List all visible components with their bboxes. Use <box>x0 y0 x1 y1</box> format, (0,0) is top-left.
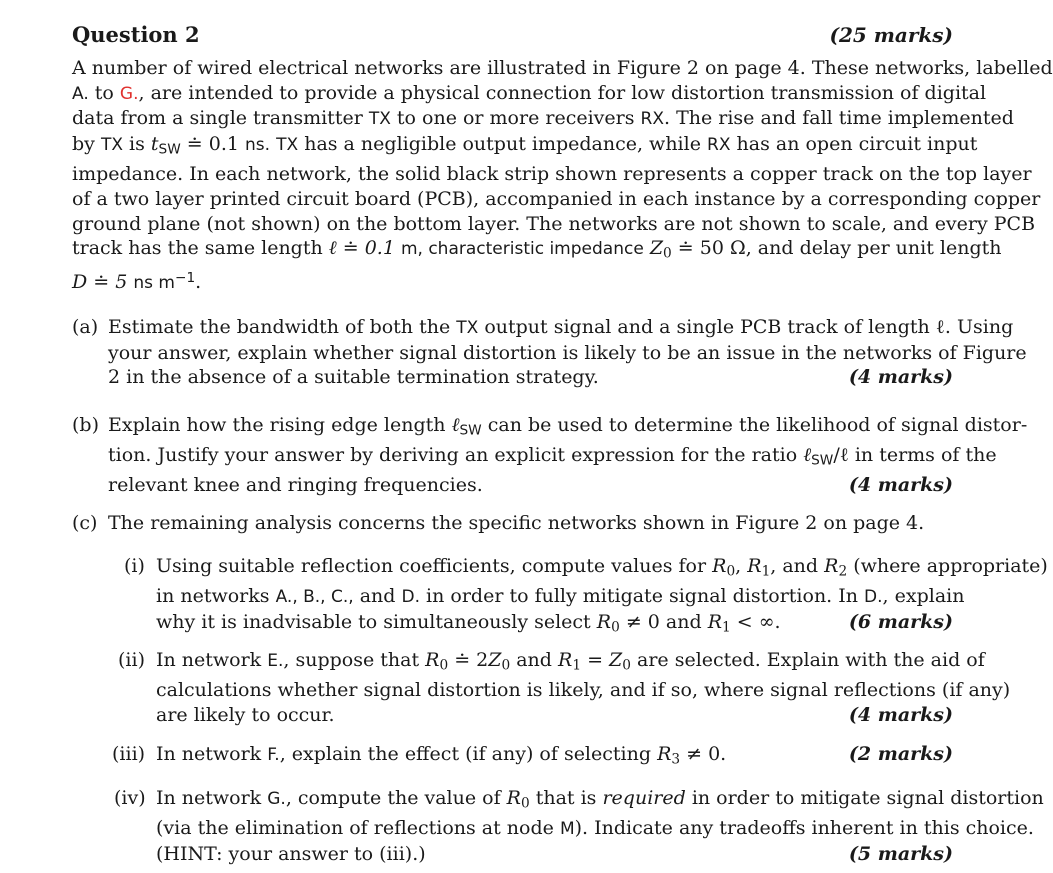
part-c-label: (c) <box>72 512 98 534</box>
part-c-iii-label: (iii) <box>112 743 146 765</box>
part-a-marks: (4 marks) <box>848 366 953 389</box>
intro-line: ground plane (not shown) on the bottom layer. The networks are not shown to scale, and every PCB <box>72 212 1036 235</box>
part-b-label: (b) <box>72 414 99 436</box>
part-c-ii-marks: (4 marks) <box>848 703 953 726</box>
part-a-label: (a) <box>72 316 99 338</box>
intro-line: D ≐ 5 ns $m^{-1}$. <box>72 270 202 294</box>
intro-line: impedance. In each network, the solid black strip shown represents a copper track on the top layer <box>72 163 1032 186</box>
part-c-ii-label: (ii) <box>118 649 145 671</box>
part-c-iv-label: (iv) <box>114 787 146 809</box>
question-header <box>72 22 953 52</box>
intro-line: by TX is $t_{SW}$ ≐ 0.1 ns. TX has a negligible output impedance, while RX has an open circuit input <box>72 133 978 158</box>
intro-line: of a two layer printed circuit board (PCB), accompanied in each instance by a corresponding copper <box>72 187 1041 210</box>
part-c-iv-marks: (5 marks) <box>848 842 953 865</box>
intro-line: data from a single transmitter TX to one or more receivers RX. The rise and fall time implemented <box>72 107 1014 130</box>
question-title: Question 2 <box>72 22 200 47</box>
intro-line: A number of wired electrical networks are illustrated in Figure 2 on page 4. These networks, labelled <box>72 57 1053 79</box>
part-b-marks: (4 marks) <box>848 474 953 497</box>
question-page <box>72 22 1053 296</box>
part-c-i-marks: (6 marks) <box>848 610 953 633</box>
network-g-label: G. <box>119 83 139 104</box>
intro-line: A. to G., are intended to provide a physical connection for low distortion transmission of digital <box>72 81 987 104</box>
part-c-i-label: (i) <box>124 555 145 577</box>
part-c-iii-marks: (2 marks) <box>848 743 953 765</box>
question-marks: (25 marks) <box>829 23 953 47</box>
intro-line: track has the same length ℓ ≐ 0.1 m, characteristic impedance $Z_0$ ≐ 50 Ω, and delay per unit length <box>72 237 1002 262</box>
intro-paragraph <box>72 56 1053 296</box>
